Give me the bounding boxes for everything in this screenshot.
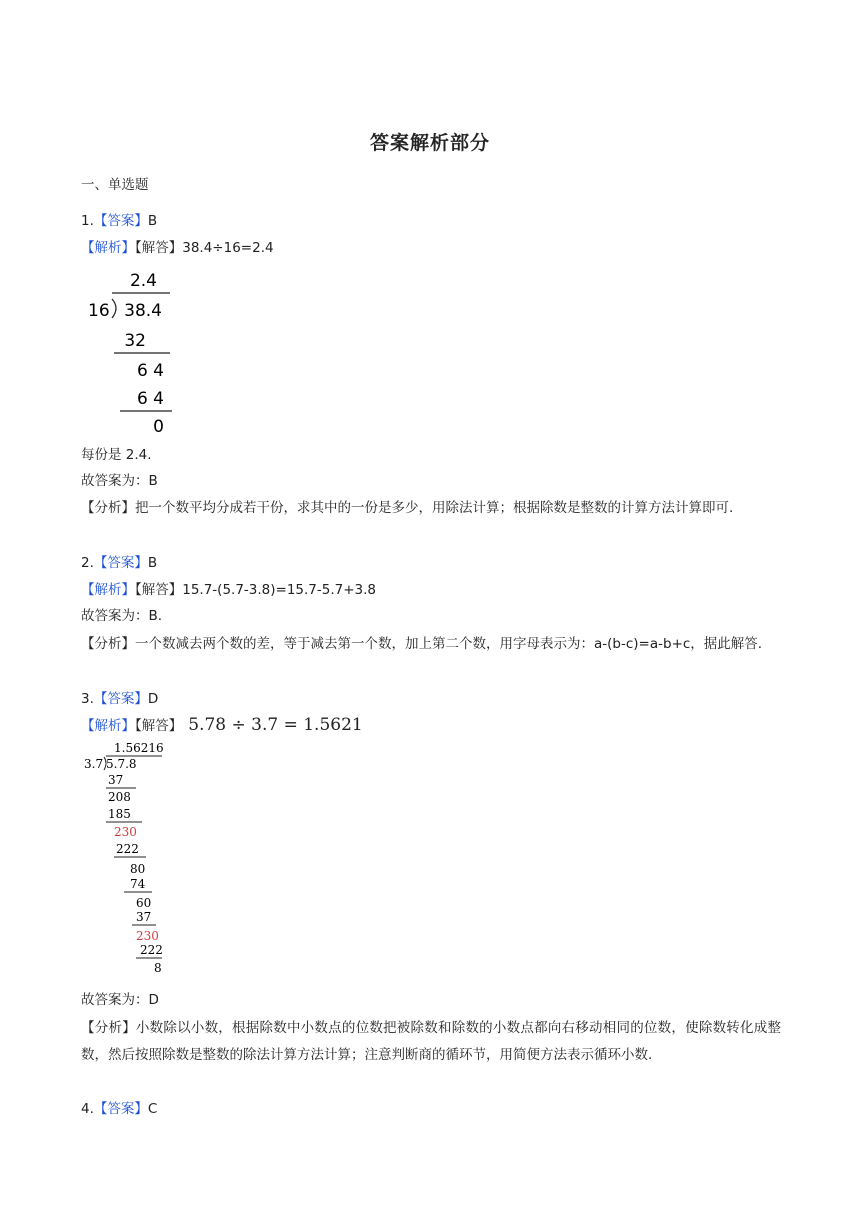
q1-fenxi-label: 【分析】 bbox=[81, 500, 135, 516]
q3-quotient: 1.56216 bbox=[114, 741, 164, 755]
q4-answer-line bbox=[81, 1097, 781, 1121]
q1-quotient: 2.4 bbox=[129, 271, 157, 291]
q2-fenxi-label: 【分析】 bbox=[81, 636, 135, 652]
q3-answer-label: 【答案】 bbox=[93, 691, 148, 707]
q1-step-1: 32 bbox=[124, 331, 146, 351]
q1-conclusion: 故答案为：B bbox=[81, 473, 158, 489]
q3-step-11: 222 bbox=[140, 943, 163, 957]
q3-answer-line bbox=[81, 687, 781, 711]
q1-step-2: 6 4 bbox=[136, 361, 164, 381]
q2-jiexi-label: 【解析】 bbox=[81, 582, 135, 598]
q2-answer-value: B bbox=[147, 555, 158, 571]
q1-calc: 38.4÷16=2.4 bbox=[182, 240, 274, 256]
q2-answer-label: 【答案】 bbox=[93, 555, 148, 571]
q3-step-9: 37 bbox=[136, 910, 152, 924]
q1-answer-line bbox=[81, 209, 781, 233]
section-heading: 一、单选题 bbox=[81, 177, 149, 193]
q4-answer-label: 【答案】 bbox=[93, 1101, 148, 1117]
q3-solution-line bbox=[81, 713, 781, 738]
q3-jieda-label: 【解答】 bbox=[135, 718, 183, 734]
q1-analysis-text: 把一个数平均分成若干份，求其中的一份是多少，用除法计算；根据除数是整数的计算方法计算即可. bbox=[135, 500, 734, 516]
q3-analysis-text: 小数除以小数，根据除数中小数点的位数把被除数和除数的小数点都向右移动相同的位数，使除数转化成整数，然后按照除数是整数的除法计算方法计算；注意判断商的循环节，用简便方法表示循环小数. bbox=[81, 1020, 782, 1063]
q3-step-10: 230 bbox=[136, 929, 159, 943]
q2-analysis-text: 一个数减去两个数的差，等于减去第一个数，加上第二个数，用字母表示为：a-(b-c)=a-b+c，据此解答. bbox=[135, 636, 763, 652]
q1-solution-line bbox=[81, 236, 781, 260]
q1-answer-value: B bbox=[147, 213, 158, 229]
q3-jiexi-label: 【解析】 bbox=[81, 718, 135, 734]
q3-long-division bbox=[84, 740, 184, 980]
q3-divisor: 3.7 bbox=[84, 757, 104, 771]
q3-dividend: 5.7.8 bbox=[106, 757, 137, 771]
q1-step-4: 0 bbox=[153, 417, 164, 437]
q3-step-6: 80 bbox=[130, 862, 146, 876]
q3-step-4: 230 bbox=[114, 825, 137, 839]
q3-step-2: 208 bbox=[108, 790, 131, 804]
q2-solution-line bbox=[81, 578, 781, 602]
q2-calc: 15.7-(5.7-3.8)=15.7-5.7+3.8 bbox=[182, 582, 377, 598]
q3-conclusion: 故答案为：D bbox=[81, 992, 159, 1008]
q1-number: 1. bbox=[81, 213, 94, 229]
q3-step-3: 185 bbox=[108, 807, 131, 821]
q3-step-1: 37 bbox=[108, 773, 124, 787]
q2-answer-line bbox=[81, 551, 781, 575]
q1-dividend: 38.4 bbox=[124, 301, 162, 321]
q2-conclusion: 故答案为：B. bbox=[81, 608, 163, 624]
q1-step-3: 6 4 bbox=[136, 389, 164, 409]
q1-divisor: 16 bbox=[88, 301, 110, 321]
q1-each: 每份是 2.4. bbox=[81, 447, 152, 463]
q3-analysis bbox=[81, 1015, 781, 1069]
q2-analysis bbox=[81, 631, 781, 658]
q1-jiexi-label: 【解析】 bbox=[81, 240, 135, 256]
q3-step-12: 8 bbox=[154, 961, 162, 975]
q1-answer-label: 【答案】 bbox=[93, 213, 148, 229]
q3-number: 3. bbox=[81, 691, 94, 707]
q3-answer-value: D bbox=[147, 691, 159, 707]
q1-long-division bbox=[82, 266, 182, 438]
q3-calc: 5.78 ÷ 3.7 = 1.5621 bbox=[188, 715, 363, 735]
q3-step-7: 74 bbox=[130, 877, 146, 891]
q4-answer-value: C bbox=[147, 1101, 158, 1117]
q2-number: 2. bbox=[81, 555, 94, 571]
q1-jieda-label: 【解答】 bbox=[135, 240, 183, 256]
page-title: 答案解析部分 bbox=[369, 132, 490, 154]
q2-jieda-label: 【解答】 bbox=[135, 582, 183, 598]
q1-analysis bbox=[81, 495, 781, 522]
q3-step-8: 60 bbox=[136, 896, 152, 910]
q3-step-5: 222 bbox=[116, 842, 139, 856]
q4-number: 4. bbox=[81, 1101, 94, 1117]
q3-fenxi-label: 【分析】 bbox=[81, 1020, 136, 1036]
